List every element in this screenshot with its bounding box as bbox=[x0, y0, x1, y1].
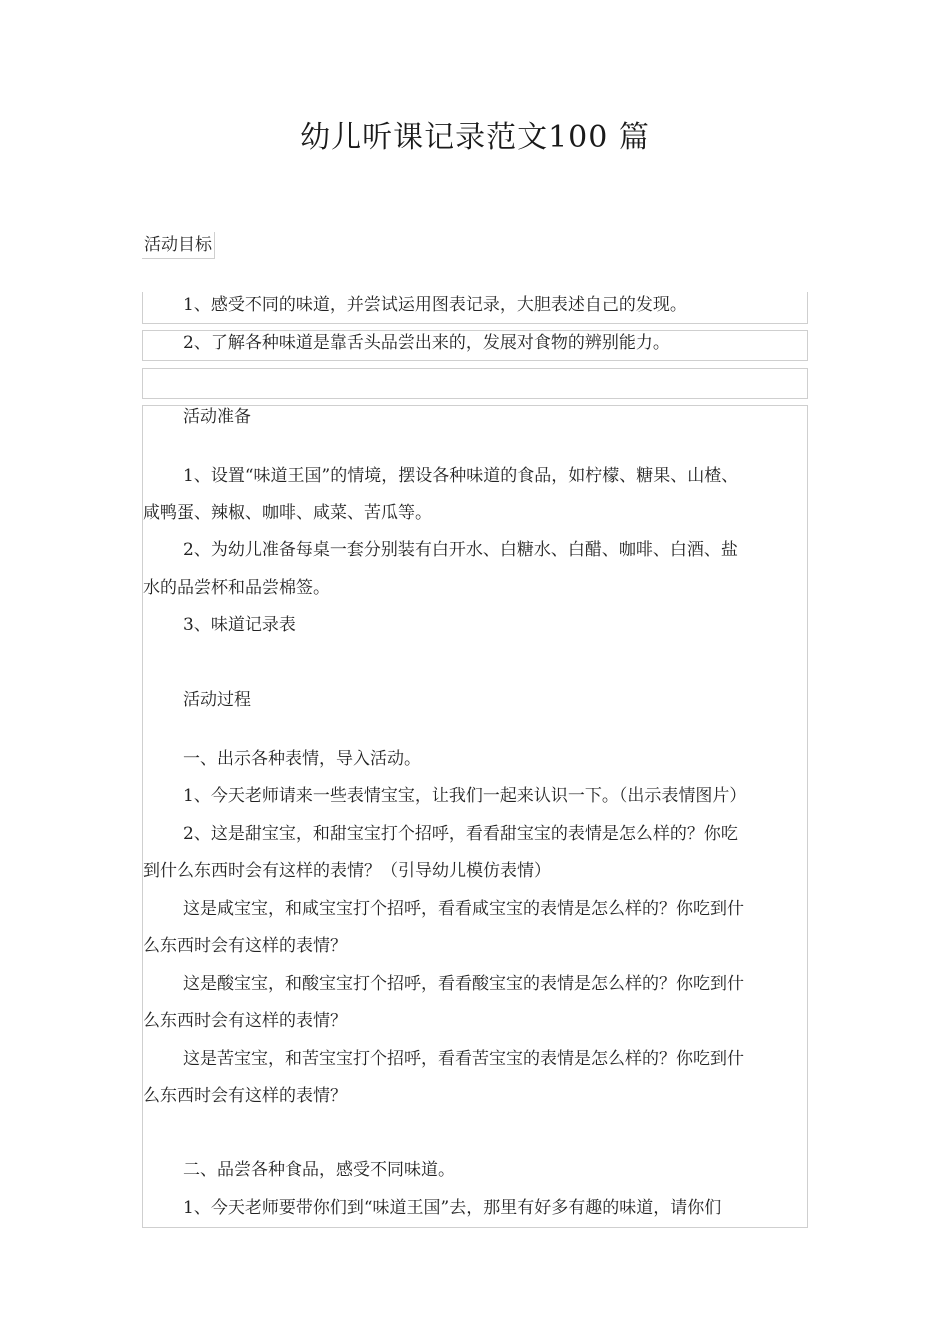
process-heading: 活动过程 bbox=[183, 690, 251, 710]
prep-item-2-line-2: 水的品尝杯和品尝棉签。 bbox=[143, 578, 330, 598]
process-p4-line-1: 这是酸宝宝，和酸宝宝打个招呼，看看酸宝宝的表情是怎么样的？你吃到什 bbox=[183, 974, 744, 994]
process-p1: 1、今天老师请来一些表情宝宝，让我们一起来认识一下。（出示表情图片） bbox=[183, 786, 747, 806]
process-part-1-title: 一、出示各种表情，导入活动。 bbox=[183, 749, 421, 769]
process-part-2-title: 二、品尝各种食品，感受不同味道。 bbox=[183, 1160, 455, 1180]
prep-item-2-line-1: 2、为幼儿准备每桌一套分别装有白开水、白糖水、白醋、咖啡、白酒、盐 bbox=[183, 540, 738, 560]
objective-row-1 bbox=[142, 292, 808, 324]
objective-row-2 bbox=[142, 330, 808, 361]
objective-item-1: 1、感受不同的味道，并尝试运用图表记录，大胆表述自己的发现。 bbox=[183, 295, 687, 315]
process-p5-line-1: 这是苦宝宝，和苦宝宝打个招呼，看看苦宝宝的表情是怎么样的？你吃到什 bbox=[183, 1049, 744, 1069]
objective-item-2: 2、了解各种味道是靠舌头品尝出来的，发展对食物的辨别能力。 bbox=[183, 333, 670, 353]
prep-item-3: 3、味道记录表 bbox=[183, 615, 296, 635]
process-p4-line-2: 么东西时会有这样的表情？ bbox=[143, 1011, 347, 1031]
prep-item-1-line-1: 1、设置“味道王国”的情境，摆设各种味道的食品，如柠檬、糖果、山楂、 bbox=[183, 466, 739, 486]
objectives-label: 活动目标 bbox=[142, 232, 215, 259]
preparation-heading: 活动准备 bbox=[183, 407, 251, 427]
process-p2-line-1: 2、这是甜宝宝，和甜宝宝打个招呼，看看甜宝宝的表情是怎么样的？你吃 bbox=[183, 824, 738, 844]
process-p3-line-2: 么东西时会有这样的表情？ bbox=[143, 936, 347, 956]
process-p2-line-2: 到什么东西时会有这样的表情？（引导幼儿模仿表情） bbox=[143, 861, 551, 881]
document-title: 幼儿听课记录范文100 篇 bbox=[300, 120, 650, 155]
process-p5-line-2: 么东西时会有这样的表情？ bbox=[143, 1086, 347, 1106]
empty-row bbox=[142, 368, 808, 399]
prep-item-1-line-2: 咸鸭蛋、辣椒、咖啡、咸菜、苦瓜等。 bbox=[143, 503, 432, 523]
content-box bbox=[142, 405, 808, 1228]
process-p3-line-1: 这是咸宝宝，和咸宝宝打个招呼，看看咸宝宝的表情是怎么样的？你吃到什 bbox=[183, 899, 744, 919]
process-p6: 1、今天老师要带你们到“味道王国”去，那里有好多有趣的味道，请你们 bbox=[183, 1198, 722, 1218]
